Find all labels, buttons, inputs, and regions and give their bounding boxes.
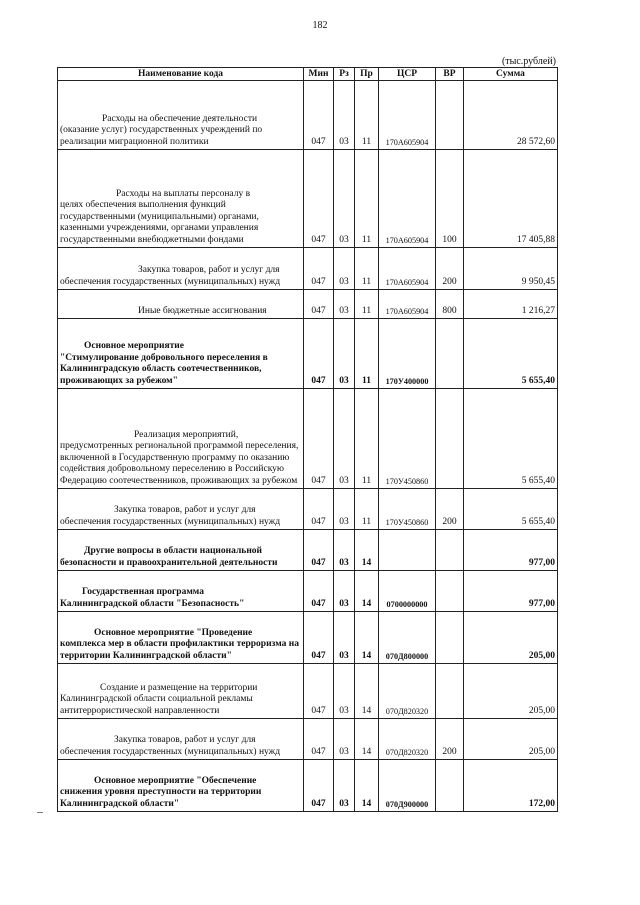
row-rz: 03 (334, 150, 355, 248)
row-sum: 977,00 (464, 571, 558, 612)
row-vr (436, 571, 464, 612)
row-name: Основное мероприятие "Обеспечение снижения уровня преступности на территории Калининградской области" (58, 760, 304, 812)
margin-mark (37, 812, 43, 813)
row-name: Расходы на обеспечение деятельности (оказание услуг) государственных учреждений по реализации миграционной политики (58, 81, 304, 150)
row-name: Расходы на выплаты персоналу в целях обеспечения выполнения функций государственными (муниципальными) органами, казенными учреждениями, органами управления государственными внебюджетными фондами (58, 150, 304, 248)
row-name: Основное мероприятие "Стимулирование добровольного переселения в Калининградскую область соотечественников, проживающих за рубежом" (58, 319, 304, 389)
row-rz: 03 (334, 81, 355, 150)
row-pr: 11 (355, 290, 379, 319)
row-sum: 205,00 (464, 612, 558, 664)
row-sum: 977,00 (464, 530, 558, 571)
row-sum: 5 655,40 (464, 319, 558, 389)
row-rz: 03 (334, 760, 355, 812)
row-name: Закупка товаров, работ и услуг для обеспечения государственных (муниципальных) нужд (58, 489, 304, 530)
units-label: (тыс.рублей) (501, 56, 556, 67)
row-vr (436, 760, 464, 812)
row-vr: 100 (436, 150, 464, 248)
row-vr (436, 612, 464, 664)
row-sum: 5 655,40 (464, 489, 558, 530)
row-pr: 14 (355, 719, 379, 760)
row-name: Реализация мероприятий, предусмотренных региональной программой переселения, включенной в Государственную программу по оказанию содействия добровольному переселению в Российскую Федерацию соотечественников, проживающих за рубежом (58, 389, 304, 489)
row-pr: 11 (355, 81, 379, 150)
row-vr (436, 319, 464, 389)
table-row (58, 319, 558, 389)
header-vr: ВР (436, 68, 464, 81)
table-row (58, 719, 558, 760)
row-pr: 11 (355, 389, 379, 489)
row-csr: 070Д800000 (379, 612, 436, 664)
row-vr: 800 (436, 290, 464, 319)
row-sum: 9 950,45 (464, 248, 558, 290)
table-header-row (58, 68, 558, 81)
table-row (58, 664, 558, 719)
header-csr: ЦСР (379, 68, 436, 81)
row-name: Государственная программа Калининградской области "Безопасность" (58, 571, 304, 612)
row-sum: 205,00 (464, 719, 558, 760)
row-sum: 205,00 (464, 664, 558, 719)
row-rz: 03 (334, 719, 355, 760)
row-min: 047 (304, 612, 334, 664)
row-csr: 170У450860 (379, 389, 436, 489)
row-min: 047 (304, 760, 334, 812)
row-name: Закупка товаров, работ и услуг для обеспечения государственных (муниципальных) нужд (58, 248, 304, 290)
row-csr: 070Д900000 (379, 760, 436, 812)
row-name: Другие вопросы в области национальной безопасности и правоохранительной деятельности (58, 530, 304, 571)
row-pr: 14 (355, 664, 379, 719)
row-pr: 11 (355, 489, 379, 530)
row-sum: 28 572,60 (464, 81, 558, 150)
row-vr (436, 81, 464, 150)
table-row (58, 571, 558, 612)
row-min: 047 (304, 389, 334, 489)
row-min: 047 (304, 489, 334, 530)
row-sum: 17 405,88 (464, 150, 558, 248)
row-vr: 200 (436, 719, 464, 760)
row-csr (379, 530, 436, 571)
row-csr: 070Д820320 (379, 719, 436, 760)
row-min: 047 (304, 81, 334, 150)
row-rz: 03 (334, 489, 355, 530)
row-sum: 5 655,40 (464, 389, 558, 489)
header-min: Мин (304, 68, 334, 81)
row-pr: 11 (355, 248, 379, 290)
table-row (58, 489, 558, 530)
row-name: Создание и размещение на территории Калининградской области социальной рекламы антитеррористической направленности (58, 664, 304, 719)
row-csr: 170A605904 (379, 248, 436, 290)
row-sum: 1 216,27 (464, 290, 558, 319)
row-min: 047 (304, 719, 334, 760)
row-csr: 170A605904 (379, 150, 436, 248)
table-row (58, 530, 558, 571)
table-row (58, 612, 558, 664)
budget-table (57, 67, 558, 812)
header-sum: Сумма (464, 68, 558, 81)
header-rz: Рз (334, 68, 355, 81)
row-csr: 170A605904 (379, 81, 436, 150)
row-name: Основное мероприятие "Проведение комплекса мер в области профилактики терроризма на территории Калининградской области" (58, 612, 304, 664)
row-pr: 14 (355, 530, 379, 571)
row-min: 047 (304, 319, 334, 389)
row-vr: 200 (436, 489, 464, 530)
row-sum: 172,00 (464, 760, 558, 812)
row-rz: 03 (334, 319, 355, 389)
row-min: 047 (304, 150, 334, 248)
row-vr (436, 664, 464, 719)
table-row (58, 290, 558, 319)
table-row (58, 760, 558, 812)
row-csr: 0700000000 (379, 571, 436, 612)
row-min: 047 (304, 571, 334, 612)
row-rz: 03 (334, 664, 355, 719)
row-csr: 170У400000 (379, 319, 436, 389)
table-row (58, 81, 558, 150)
row-rz: 03 (334, 389, 355, 489)
row-vr (436, 530, 464, 571)
table-row (58, 248, 558, 290)
row-pr: 11 (355, 150, 379, 248)
row-rz: 03 (334, 571, 355, 612)
row-min: 047 (304, 664, 334, 719)
row-rz: 03 (334, 612, 355, 664)
page-number: 182 (312, 20, 328, 31)
row-min: 047 (304, 530, 334, 571)
row-rz: 03 (334, 530, 355, 571)
header-name: Наименование кода (58, 68, 304, 81)
row-rz: 03 (334, 290, 355, 319)
header-pr: Пр (355, 68, 379, 81)
row-pr: 14 (355, 760, 379, 812)
row-csr: 070Д820320 (379, 664, 436, 719)
row-pr: 14 (355, 612, 379, 664)
row-pr: 11 (355, 319, 379, 389)
row-pr: 14 (355, 571, 379, 612)
table-row (58, 150, 558, 248)
row-min: 047 (304, 290, 334, 319)
row-vr (436, 389, 464, 489)
row-csr: 170У450860 (379, 489, 436, 530)
row-name: Иные бюджетные ассигнования (58, 290, 304, 319)
row-min: 047 (304, 248, 334, 290)
row-vr: 200 (436, 248, 464, 290)
table-row (58, 389, 558, 489)
row-name: Закупка товаров, работ и услуг для обеспечения государственных (муниципальных) нужд (58, 719, 304, 760)
row-csr: 170A605904 (379, 290, 436, 319)
row-rz: 03 (334, 248, 355, 290)
